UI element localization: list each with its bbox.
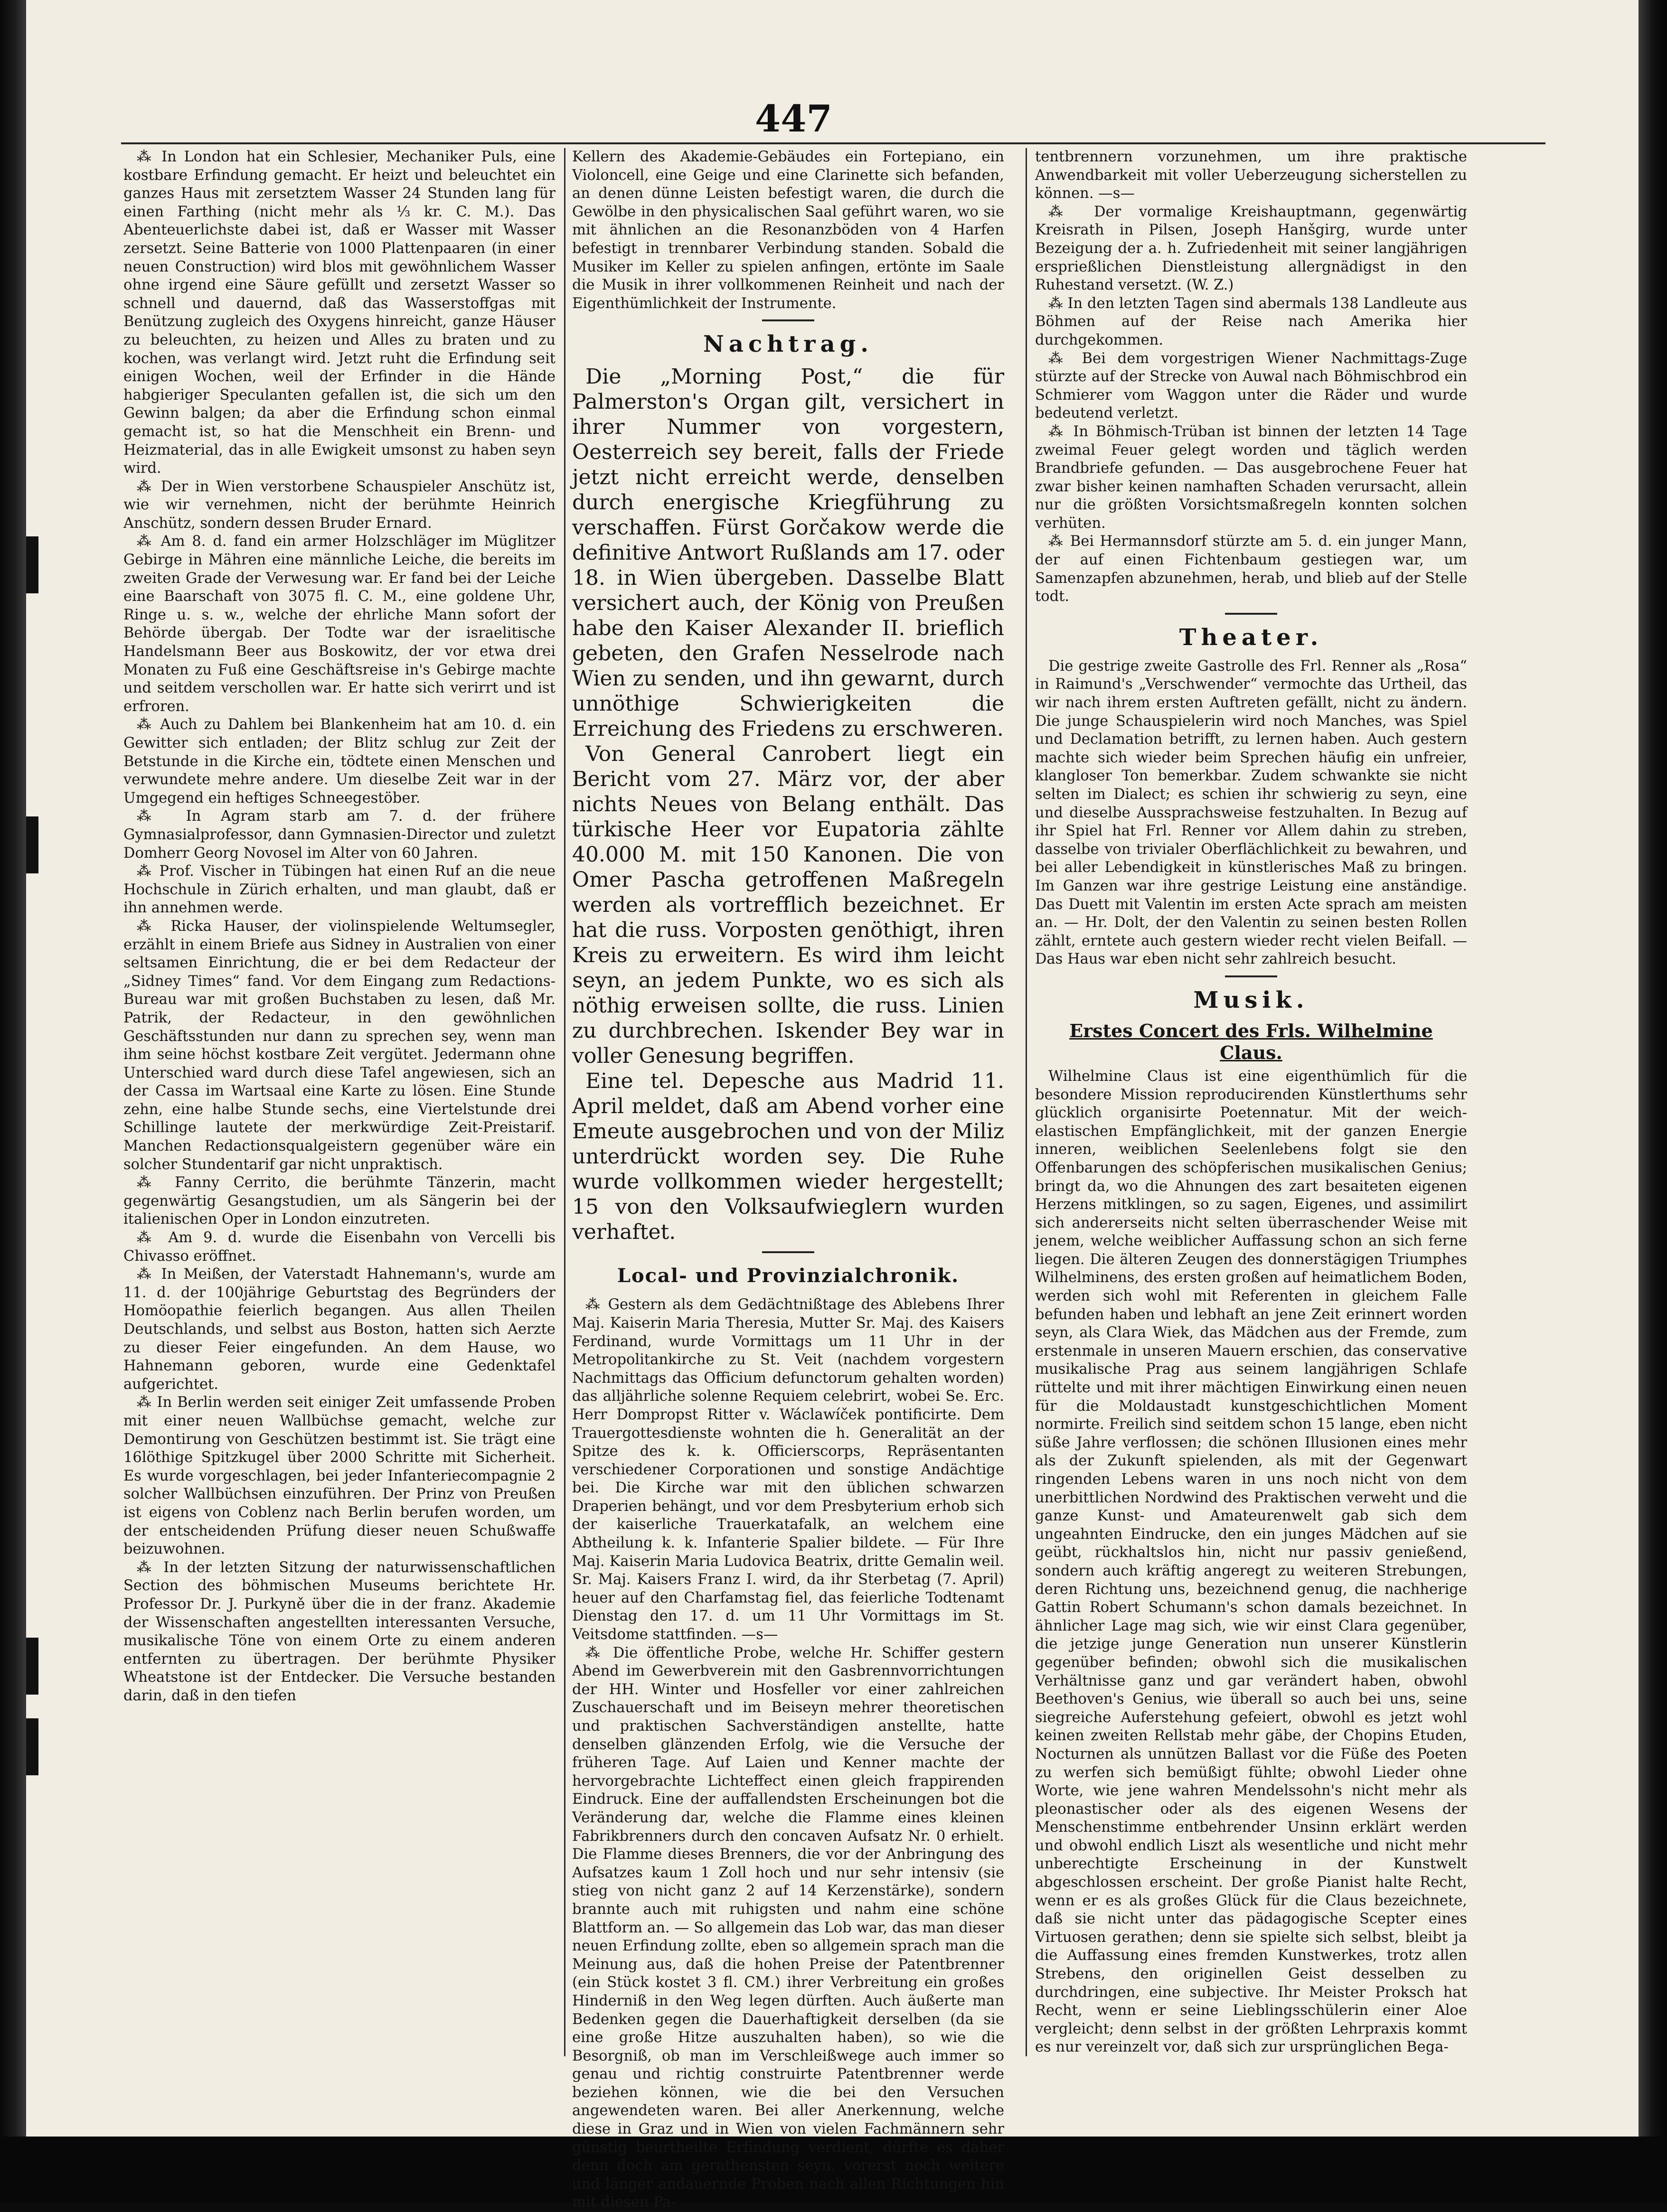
- nachtrag-item: Von General Canrobert liegt ein Bericht vom 27. März vor, der aber nichts Neues von Belang enthält. Das türkische Heer vor Eupatoria zählte 40.000 M. mit 150 Kanonen. Die von Omer Pascha getroffenen Maßregeln werden als vortrefflich bezeichnet. Er hat die russ. Vorposten genöthigt, ihren Kreis zu erweitern. Es wird ihm leicht seyn, an jedem Punkte, wo es sich als nöthig erweisen sollte, die russ. Linien zu durchbrechen. Iskender Bey war in voller Genesung begriffen.: [572, 742, 1004, 1069]
- continued-text: Kellern des Akademie-Gebäudes ein Fortepiano, ein Violoncell, eine Geige und eine Clarinette sich befanden, an denen dünne Leisten befestigt waren, die durch die Gewölbe in den physicalischen Saal geführt waren, wo sie mit ähnlichen an die Resonanzböden von 4 Harfen befestigt in trennbarer Verbindung standen. Sobald die Musiker im Keller zu spielen anfingen, ertönte im Saale die Musik in ihrer vollkommenen Reinheit und nach der Eigenthümlichkeit der Instrumente.: [572, 149, 1004, 312]
- news-item: ⁂ Auch zu Dahlem bei Blankenheim hat am 10. d. ein Gewitter sich entladen; der Blitz schlug zur Zeit der Betstunde in die Kirche ein, tödtete einen Menschen und verwundete mehre andere. Um dieselbe Zeit war in der Umgegend ein heftiges Schneegestöber.: [123, 716, 556, 806]
- binding-tab: [26, 1638, 38, 1695]
- local-item: ⁂ Die öffentliche Probe, welche Hr. Schiffer gestern Abend im Gewerbverein mit den Gasbrennvorrichtungen der HH. Winter und Hosfeller vor einer zahlreichen Zuschauerschaft und im Beiseyn mehrer theoretischen und praktischen Sachverständigen anstellte, hatte denselben glänzenden Erfolg, wie die Versuche der früheren Tage. Auf Laien und Kenner machte der hervorgebrachte Lichteffect einen gleich frappirenden Eindruck. Eine der auffallendsten Erscheinungen bot die Veränderung dar, welche die Flamme eines kleinen Fabrikbrenners durch den concaven Aufsatz Nr. 0 erhielt. Die Flamme dieses Brenners, die vor der Anbringung des Aufsatzes kaum 1 Zoll hoch und nur sehr intensiv (sie stieg von nicht ganz 2 auf 14 Kerzenstärke), sondern brannte auch mit ruhigsten und nahm eine schöne Blattform an. — So allgemein das Lob war, das man dieser neuen Erfindung zollte, eben so allgemein sprach man die Meinung aus, daß die hohen Preise der Patentbrenner (ein Stück kostet 3 fl. CM.) ihrer Verbreitung ein großes Hinderniß in den Weg legen dürften. Auch äußerte man Bedenken gegen die Dauerhaftigkeit derselben (da sie eine große Hitze auszuhalten haben), so wie die Besorgniß, ob man im Verschleißwege auch immer so genau und richtig construirte Patentbrenner werde beziehen können, wie die bei den Versuchen angewendeten waren. Bei aller Anerkennung, welche diese in Graz und in Wien von vielen Fachmännern sehr günstig beurtheilte Erfindung verdient, dürfte es daher denn doch am gerathensten seyn, vorerst noch weitere und länger andauernde Proben nach allen Richtungen hin mit diesen Pa-: [572, 1644, 1004, 2211]
- news-item: ⁂ Am 9. d. wurde die Eisenbahn von Vercelli bis Chivasso eröffnet.: [123, 1229, 556, 1265]
- news-item: ⁂ Prof. Vischer in Tübingen hat einen Ruf an die neue Hochschule in Zürich erhalten, und man glaubt, daß er ihn annehmen werde.: [123, 863, 556, 917]
- section-divider: [762, 319, 814, 321]
- news-item: ⁂ In Berlin werden seit einiger Zeit umfassende Proben mit einer neuen Wallbüchse gemacht, welche zur Demontirung von Geschützen bestimmt ist. Sie trägt eine 16löthige Spitzkugel über 2000 Schritte mit Sicherheit. Es wurde vorgeschlagen, bei jeder Infanteriecompagnie 2 solcher Wallbüchsen einzuführen. Der Prinz von Preußen ist eigens von Coblenz nach Berlin berufen worden, um der entscheidenden Prüfung dieser neuen Schußwaffe beizuwohnen.: [123, 1394, 556, 1558]
- section-divider: [762, 1251, 814, 1253]
- news-item: ⁂ In London hat ein Schlesier, Mechaniker Puls, eine kostbare Erfindung gemacht. Er heizt und beleuchtet ein ganzes Haus mit zersetztem Wasser 24 Stunden lang für einen Farthing (nicht mehr als ⅓ kr. C. M.). Das Abenteuerlichste dabei ist, daß er Wasser mit Wasser zersetzt. Seine Batterie von 1000 Plattenpaaren (in einer neuen Construction) wird blos mit gewöhnlichem Wasser ohne irgend eine Säure gefüllt und zersetzt Wasser so schnell und dauernd, daß das Wasserstoffgas mit Benützung zugleich des Oxygens hinreicht, ganze Häuser zu beleuchten, zu heizen und Alles zu braten und zu kochen, was verlangt wird. Jetzt ruht die Erfindung seit einigen Wochen, weil der Erfinder in die Hände habgieriger Speculanten gefallen ist, die sich um den Gewinn balgen; da aber die Erfindung schon einmal gemacht ist, so hat die Menschheit ein Brenn- und Heizmaterial, das in alle Ewigkeit umsonst zu haben seyn wird.: [123, 149, 556, 477]
- nachtrag-item: Die „Morning Post,“ die für Palmerston's Organ gilt, versichert in ihrer Nummer von vorgestern, Oesterreich sey bereit, falls der Friede jetzt nicht erreicht werde, denselben durch energische Kriegführung zu verschaffen. Fürst Gorčakow werde die definitive Antwort Rußlands am 17. oder 18. in Wien übergeben. Dasselbe Blatt versichert auch, der König von Preußen habe den Kaiser Alexander II. brieflich gebeten, den Grafen Nesselrode nach Wien zu senden, und ihn gewarnt, durch unnöthige Schwierigkeiten die Erreichung des Friedens zu erschweren.: [572, 365, 1004, 741]
- news-item: ⁂ Der vormalige Kreishauptmann, gegenwärtig Kreisrath in Pilsen, Joseph Hanšgirg, wurde unter Bezeigung der a. h. Zufriedenheit mit seiner langjährigen ersprießlichen Dienstleistung allergnädigst in den Ruhestand versetzt. (W. Z.): [1035, 203, 1467, 294]
- concert-review: Wilhelmine Claus ist eine eigenthümlich für die besondere Mission reproducirenden Künstlerthums sehr glücklich organisirte Poetennatur. Mit der weich-elastischen Empfänglichkeit, mit der ganzen Energie inneren, weiblichen Seelenlebens folgt sie den Offenbarungen des schöpferischen musikalischen Genius; bringt da, wo die Ahnungen des zart besaiteten eigenen Herzens mitklingen, so zu sagen, Eigenes, und assimilirt sich andererseits nicht selten überraschender Weise mit jenem, welche weiblicher Auffassung schon an sich ferne liegen. Die älteren Zeugen des donnerstägigen Triumphes Wilhelminens, des ersten großen auf heimatlichem Boden, werden sich wohl mit Referenten in gleichem Falle befunden haben und lebhaft an jene Zeit erinnert worden seyn, als Clara Wiek, das Mädchen aus der Fremde, zum erstenmale in unseren Mauern erschien, das conservative musikalische Prag aus seinem langjährigen Schlafe rüttelte und mit ihrer mächtigen Einwirkung einen neuen für die Moldaustadt kunstgeschichtlichen Moment normirte. Freilich sind seitdem schon 15 lange, eben nicht süße Jahre verflossen; die schönen Illusionen eines mehr als der Zukunft spielenden, als mit der Gegenwart ringenden Lebens waren in uns noch nicht von dem unerbittlichen Nordwind des Praktischen verweht und die ganze Kunst- und Amateurenwelt gab sich dem ungeahnten Eindrucke, den ein junges Mädchen auf sie geübt, rückhaltslos hin, nicht nur passiv genießend, sondern auch kräftig angeregt zu weiteren Strebungen, deren Richtung uns, bezeichnend genug, die nachherige Gattin Robert Schumann's schon damals bezeichnet. In ähnlicher Lage mag sich, wie wir einst Clara gegenüber, die jetzige junge Generation nun unserer Künstlerin gegenüber befinden; obwohl sich die musikalischen Verhältnisse ganz und gar verändert haben, obwohl Beethoven's Genius, wie überall so auch bei uns, seine siegreiche Auferstehung gefeiert, obwohl es jetzt wohl keinen zweiten Rellstab mehr gäbe, der Chopins Etuden, Nocturnen als unnützen Ballast vor die Füße des Poeten zu werfen sich bemüßigt fühlte; obwohl Lieder ohne Worte, wie jene wahren Mendelssohn's nicht mehr als pleonastischer oder als des eigenen Wesens der Menschenstimme entbehrender Unsinn erklärt werden und obwohl endlich Liszt als wesentliche und nicht mehr unberechtigte Erscheinung in der Kunstwelt abgeschlossen erscheint. Der große Pianist halte Recht, wenn er es als großes Glück für die Claus bezeichnete, daß sie nicht unter das pädagogische Scepter eines Virtuosen gerathen; denn sie spielte sich selbst, bleibt ja die Auffassung eines fremden Kunstwerkes, trotz allen Strebens, den originellen Geist desselben zu durchdringen, eine subjective. Ihr Meister Proksch hat Recht, wenn er seine Lieblingsschülerin einer Aloe vergleicht; denn selbst in der größten Lehrpraxis kommt es nur vereinzelt vor, daß sich zur ursprünglichen Bega-: [1035, 1068, 1467, 2056]
- section-heading-theater: Theater.: [1179, 624, 1323, 651]
- page-number: 447: [755, 97, 832, 141]
- news-item: ⁂ In der letzten Sitzung der naturwissenschaftlichen Section des böhmischen Museums berichtete Hr. Professor Dr. J. Purkyně über die in der franz. Akademie der Wissenschaften angestellten interessanten Versuche, musikalische Töne von einem Orte zu einem anderen entfernten zu übertragen. Der berühmte Physiker Wheatstone ist der Entdecker. Die Versuche bestanden darin, daß in den tiefen: [123, 1559, 556, 1704]
- book-binding-shadow: [0, 0, 26, 2203]
- column-1: [123, 148, 556, 2056]
- continued-text: tentbrennern vorzunehmen, um ihre praktische Anwendbarkeit mit voller Ueberzeugung sicherstellen zu können. —s—: [1035, 149, 1467, 202]
- section-heading-nachtrag: Nachtrag.: [703, 331, 873, 358]
- binding-tab: [26, 816, 38, 873]
- section-heading-local: Local- und Provinzialchronik.: [617, 1265, 960, 1287]
- news-item: ⁂ Am 8. d. fand ein armer Holzschläger im Müglitzer Gebirge in Mähren eine männliche Leiche, die bereits im zweiten Grade der Verwesung war. Er fand bei der Leiche eine Baarschaft von 3075 fl. C. M., eine goldene Uhr, Ringe u. s. w., welche der ehrliche Mann sofort der Behörde übergab. Der Todte war der israelitische Handelsmann Beer aus Boskowitz, der vor etwa drei Monaten zu Fuß eine Geschäftsreise in's Gebirge machte und seitdem verschollen war. Er hatte sich verirrt und ist erfroren.: [123, 533, 556, 715]
- news-item: ⁂ Der in Wien verstorbene Schauspieler Anschütz ist, wie wir vernehmen, nicht der berühmte Heinrich Anschütz, sondern dessen Bruder Ernard.: [123, 478, 556, 532]
- news-item: ⁂ Bei Hermannsdorf stürzte am 5. d. ein junger Mann, der auf einen Fichtenbaum gestiegen war, um Samenzapfen abzunehmen, herab, und blieb auf der Stelle todt.: [1035, 533, 1467, 605]
- news-item: ⁂ In Meißen, der Vaterstadt Hahnemann's, wurde am 11. d. der 100jährige Geburtstag des Begründers der Homöopathie feierlich begangen. Aus allen Theilen Deutschlands, und selbst aus Boston, hatten sich Aerzte zu dieser Feier eingefunden. An dem Hause, wo Hahnemann geboren, wurde eine Gedenktafel aufgerichtet.: [123, 1266, 556, 1393]
- theater-review: Die gestrige zweite Gastrolle des Frl. Renner als „Rosa“ in Raimund's „Verschwender“ vermochte das Urtheil, das wir nach ihrem ersten Auftreten gefällt, nicht zu ändern. Die junge Schauspielerin wird noch Manches, was Spiel und Declamation betrifft, zu lernen haben. Auch gestern machte sich wieder beim Sprechen häufig ein unfreier, klangloser Ton bemerkbar. Zudem schwankte sie nicht selten im Dialect; es schien ihr schwierig zu seyn, eine und dieselbe Aussprachsweise festzuhalten. In Bezug auf ihr Spiel hat Frl. Renner vor Allem dahin zu streben, dasselbe von trivialer Oberflächlichkeit zu bewahren, und bei aller Lebendigkeit in künstlerisches Maß zu bringen. Im Ganzen war ihre gestrige Leistung eine anständige. Das Duett mit Valentin im ersten Acte sprach am meisten an. — Hr. Dolt, der den Valentin zu seinen besten Rollen zählt, erntete auch gestern wieder recht vielen Beifall. — Das Haus war eben nicht sehr zahlreich besucht.: [1035, 657, 1467, 968]
- column-2: [572, 148, 1004, 2211]
- news-item: ⁂ In den letzten Tagen sind abermals 138 Landleute aus Böhmen auf der Reise nach Amerika hier durchgekommen.: [1035, 295, 1467, 348]
- section-divider: [1225, 975, 1277, 977]
- nachtrag-item: Eine tel. Depesche aus Madrid 11. April meldet, daß am Abend vorher eine Emeute ausgebrochen und von der Miliz unterdrückt worden sey. Die Ruhe wurde vollkommen wieder hergestellt; 15 von den Volksaufwieglern wurden verhaftet.: [572, 1069, 1004, 1245]
- header-rule: [121, 142, 1545, 144]
- news-item: ⁂ Ricka Hauser, der violinspielende Weltumsegler, erzählt in einem Briefe aus Sidney in Australien von einer seltsamen Einrichtung, die er bei dem Redacteur der „Sidney Times“ fand. Vor dem Eingang zum Redactions-Bureau war mit großen Buchstaben zu lesen, daß Mr. Patrik, der Redacteur, in den gewöhnlichen Geschäftsstunden nur dann zu sprechen sey, wenn man ihm seine höchst kostbare Zeit vergütet. Jedermann ohne Unterschied ward durch diese Tafel angewiesen, sich an der Cassa im Wartsaal eine Karte zu lösen. Eine Stunde zehn, eine halbe Stunde sechs, eine Viertelstunde drei Schillinge lautete der merkwürdige Zeit-Preistarif. Manchen Redactionsqualgeistern gegenüber wäre ein solcher Stundentarif gar nicht unpraktisch.: [123, 918, 556, 1173]
- news-item: ⁂ Bei dem vorgestrigen Wiener Nachmittags-Zuge stürzte auf der Strecke von Auwal nach Böhmischbrod ein Schmierer vom Waggon unter die Räder und wurde bedeutend verletzt.: [1035, 350, 1467, 422]
- column-3: [1035, 148, 1467, 2056]
- page-edge-shadow: [1639, 0, 1667, 2203]
- news-item: ⁂ Fanny Cerrito, die berühmte Tänzerin, macht gegenwärtig Gesangstudien, um als Sängerin bei der italienischen Oper in London einzutreten.: [123, 1174, 556, 1228]
- column-rule: [564, 148, 565, 2056]
- column-rule: [1026, 148, 1027, 2056]
- binding-tab: [26, 536, 38, 593]
- local-item: ⁂ Gestern als dem Gedächtnißtage des Ablebens Ihrer Maj. Kaiserin Maria Theresia, Mutter Sr. Maj. des Kaisers Ferdinand, wurde Vormittags um 11 Uhr in der Metropolitankirche zu St. Veit (nachdem vorgestern Nachmittags das Officium defunctorum gehalten worden) das alljährliche solenne Requiem celebrirt, wobei Se. Erc. Herr Dompropst Ritter v. Wáclawíček pontificirte. Dem Trauergottesdienste wohnten die h. Generalität an der Spitze des k. k. Officierscorps, Repräsentanten verschiedener Corporationen und sonstige Andächtige bei. Die Kirche war mit den üblichen schwarzen Draperien behängt, und vor dem Presbyterium erhob sich der kaiserliche Trauerkatafalk, an welchem eine Abtheilung k. k. Infanterie Spalier bildete. — Für Ihre Maj. Kaiserin Maria Ludovica Beatrix, dritte Gemalin weil. Sr. Maj. Kaisers Franz I. wird, da ihr Sterbetag (7. April) heuer auf den Charfamstag fiel, das feierliche Todtenamt Dienstag den 17. d. um 11 Uhr Vormittags im St. Veitsdome stattfinden. —s—: [572, 1296, 1004, 1643]
- binding-tab: [26, 1718, 38, 1775]
- section-heading-musik: Musik.: [1193, 986, 1309, 1013]
- news-item: ⁂ In Agram starb am 7. d. der frühere Gymnasialprofessor, dann Gymnasien-Director und zuletzt Domherr Georg Novosel im Alter von 60 Jahren.: [123, 808, 556, 862]
- concert-title: Erstes Concert des Frls. Wilhelmine Claus.: [1069, 1020, 1433, 1063]
- news-item: ⁂ In Böhmisch-Trüban ist binnen der letzten 14 Tage zweimal Feuer gelegt worden und täglich werden Brandbriefe gefunden. — Das ausgebrochene Feuer hat zwar bisher keinen namhaften Schaden verursacht, allein nur die größten Vorsichtsmaßregeln konnten solchen verhüten.: [1035, 423, 1467, 532]
- section-divider: [1225, 613, 1277, 615]
